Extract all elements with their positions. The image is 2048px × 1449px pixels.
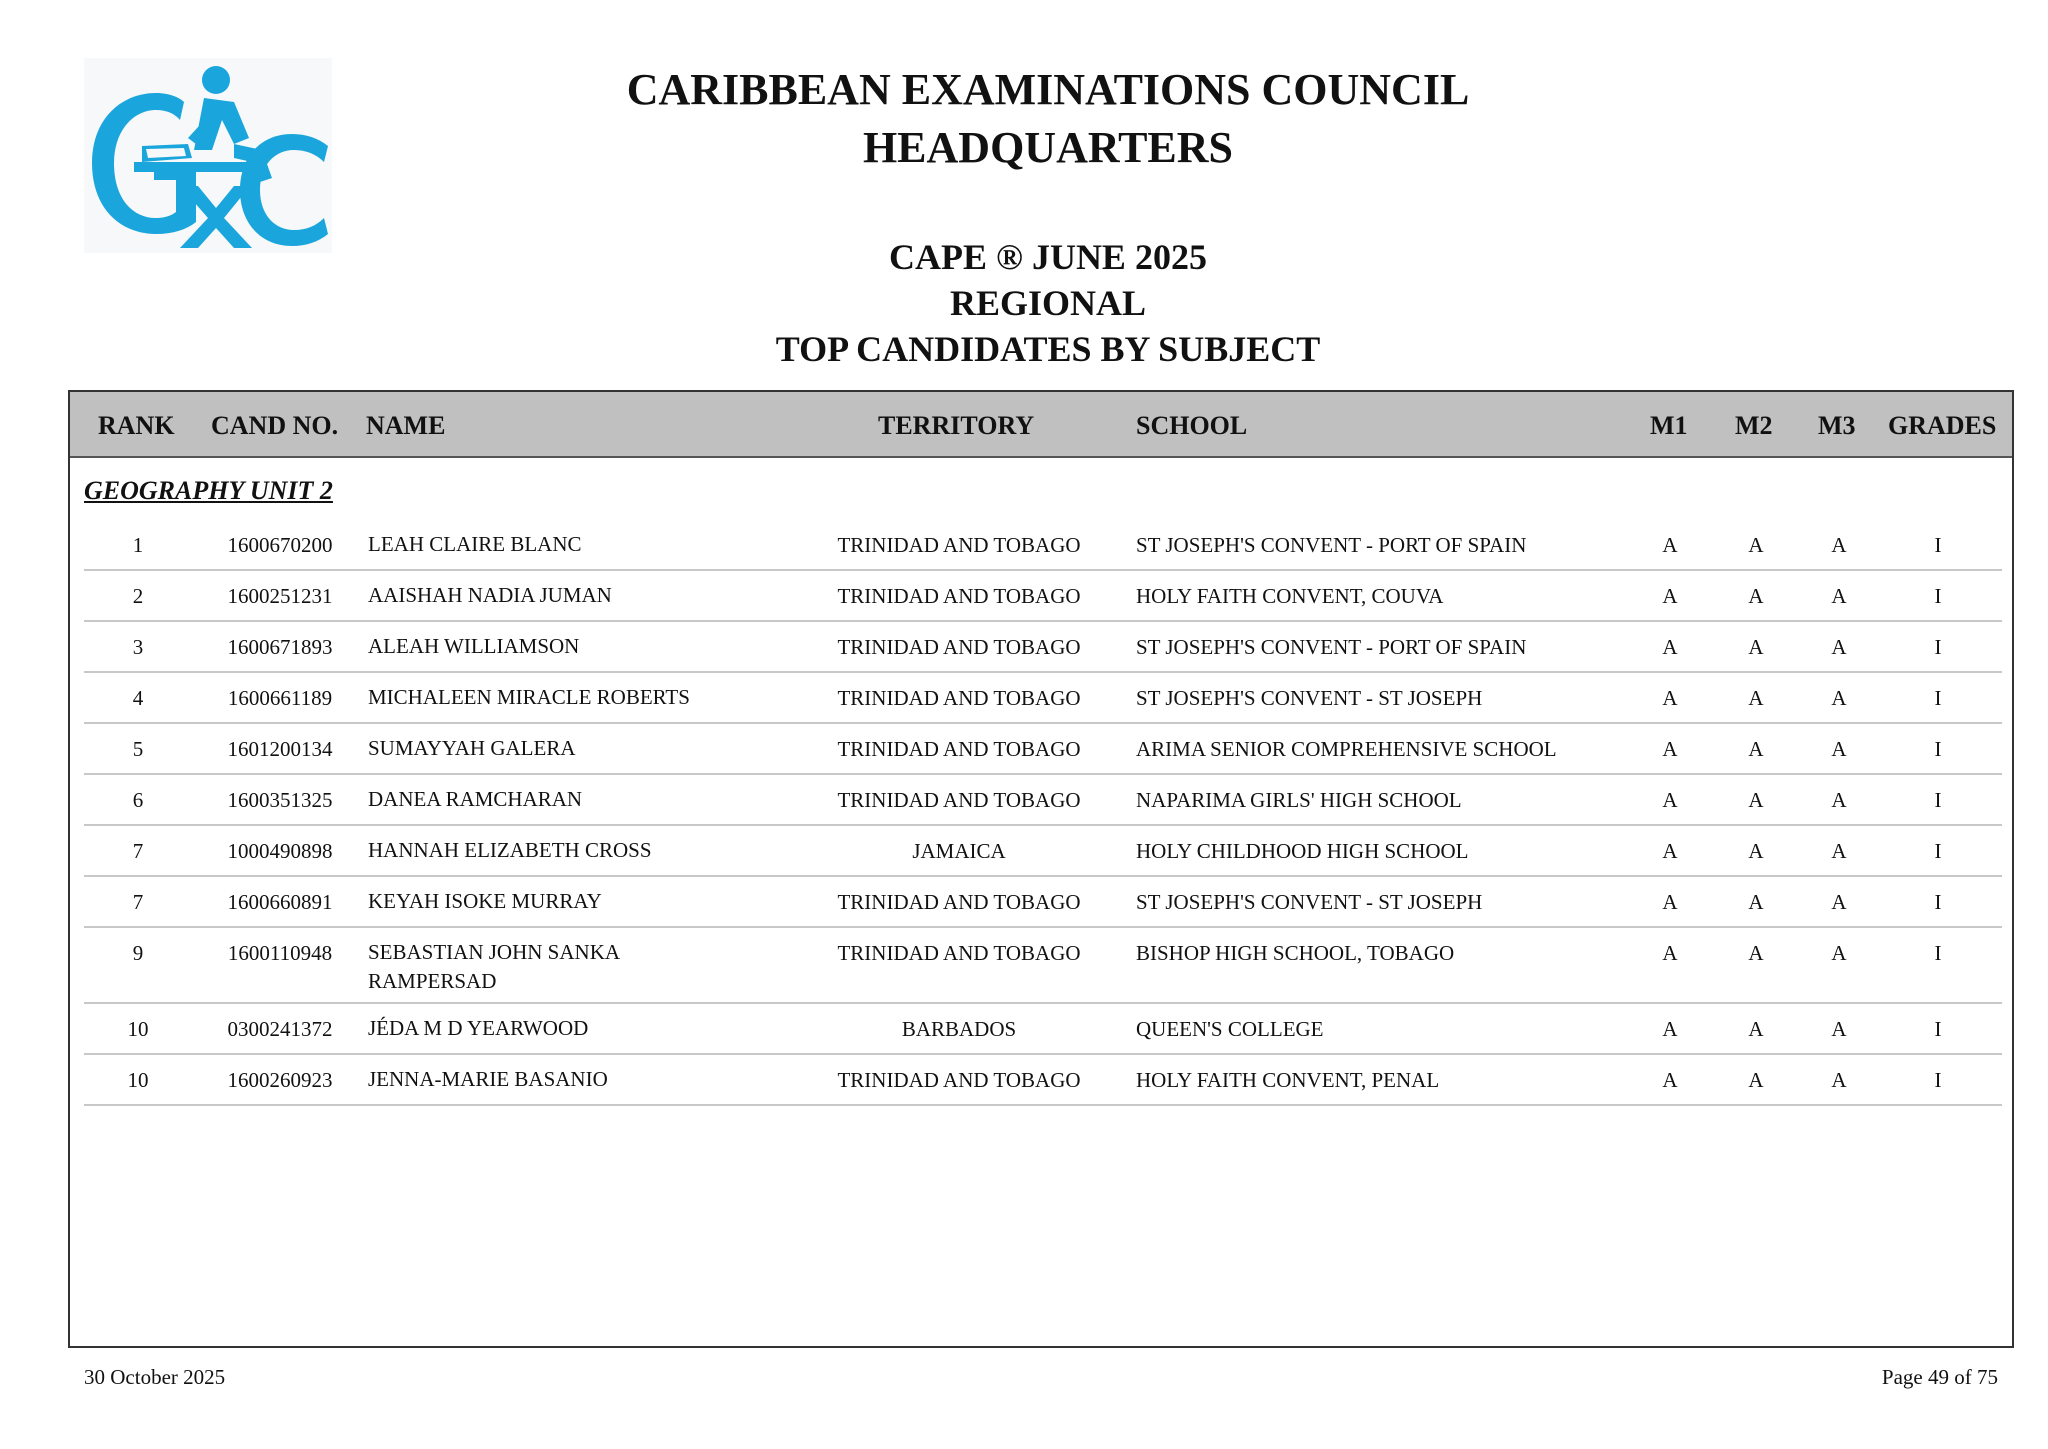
- col-m1: M1: [1650, 411, 1688, 440]
- report-title: TOP CANDIDATES BY SUBJECT: [775, 329, 1321, 369]
- cell-m3: A: [1831, 533, 1847, 557]
- cell-grade: I: [1934, 1068, 1942, 1092]
- cell-m1: A: [1662, 788, 1678, 812]
- footer-page-number: Page 49 of 75: [1881, 1365, 1998, 1389]
- cell-cand-no: 1600670200: [227, 533, 333, 557]
- cell-m2: A: [1748, 788, 1764, 812]
- cell-m1: A: [1662, 737, 1678, 761]
- cell-rank: 7: [132, 890, 144, 914]
- col-m3: M3: [1818, 411, 1856, 440]
- cell-school: ST JOSEPH'S CONVENT - ST JOSEPH: [1136, 890, 1483, 914]
- col-cand-no: CAND NO.: [211, 411, 339, 440]
- cell-m2: A: [1748, 533, 1764, 557]
- cell-rank: 6: [132, 788, 144, 812]
- cell-school: QUEEN'S COLLEGE: [1136, 1017, 1324, 1041]
- cell-cand-no: 1600110948: [227, 941, 333, 965]
- table-row: [84, 1004, 2002, 1055]
- cell-school: ST JOSEPH'S CONVENT - ST JOSEPH: [1136, 686, 1483, 710]
- org-title: CARIBBEAN EXAMINATIONS COUNCIL: [626, 65, 1470, 114]
- cell-cand-no: 1600351325: [227, 788, 333, 812]
- cell-name: AAISHAH NADIA JUMAN: [368, 583, 612, 607]
- cell-m2: A: [1748, 839, 1764, 863]
- cell-grade: I: [1934, 533, 1942, 557]
- cell-rank: 9: [132, 941, 144, 965]
- cell-m3: A: [1831, 788, 1847, 812]
- cell-territory: BARBADOS: [901, 1017, 1017, 1041]
- cell-grade: I: [1934, 584, 1942, 608]
- cell-m1: A: [1662, 839, 1678, 863]
- cell-m1: A: [1662, 1068, 1678, 1092]
- cell-territory: TRINIDAD AND TOBAGO: [837, 686, 1081, 710]
- cell-m2: A: [1748, 941, 1764, 965]
- col-school: SCHOOL: [1136, 411, 1248, 440]
- table-row: [84, 622, 2002, 673]
- table-row: [84, 520, 2002, 571]
- col-territory: TERRITORY: [878, 411, 1035, 440]
- cell-rank: 10: [127, 1017, 149, 1041]
- cell-m3: A: [1831, 737, 1847, 761]
- cell-grade: I: [1934, 839, 1942, 863]
- cell-rank: 4: [132, 686, 144, 710]
- cell-rank: 2: [132, 584, 144, 608]
- cell-cand-no: 1600260923: [227, 1068, 333, 1092]
- col-m2: M2: [1735, 411, 1773, 440]
- cell-rank: 3: [132, 635, 144, 659]
- cell-m2: A: [1748, 890, 1764, 914]
- cell-territory: TRINIDAD AND TOBAGO: [837, 941, 1081, 965]
- cell-cand-no: 1601200134: [227, 737, 333, 761]
- cell-m2: A: [1748, 584, 1764, 608]
- cell-m3: A: [1831, 584, 1847, 608]
- cell-name: JÉDA M D YEARWOOD: [368, 1016, 589, 1040]
- exam-title: CAPE ® JUNE 2025: [889, 237, 1207, 277]
- cell-territory: TRINIDAD AND TOBAGO: [837, 788, 1081, 812]
- cell-territory: TRINIDAD AND TOBAGO: [837, 737, 1081, 761]
- table-row: [84, 1055, 2002, 1106]
- cell-m2: A: [1748, 1017, 1764, 1041]
- scope-title: REGIONAL: [949, 283, 1147, 323]
- cell-m3: A: [1831, 941, 1847, 965]
- cell-grade: I: [1934, 1017, 1942, 1041]
- col-rank: RANK: [98, 411, 175, 440]
- cell-grade: I: [1934, 635, 1942, 659]
- cell-m1: A: [1662, 941, 1678, 965]
- cell-cand-no: 1600661189: [227, 686, 333, 710]
- cell-territory: TRINIDAD AND TOBAGO: [837, 890, 1081, 914]
- cell-name: MICHALEEN MIRACLE ROBERTS: [368, 685, 690, 709]
- cell-cand-no: 1600660891: [227, 890, 333, 914]
- table-header: [70, 392, 2012, 458]
- footer-date: 30 October 2025: [84, 1365, 226, 1389]
- cell-name: DANEA RAMCHARAN: [368, 787, 583, 811]
- cell-grade: I: [1934, 941, 1942, 965]
- cell-school: ST JOSEPH'S CONVENT - PORT OF SPAIN: [1136, 635, 1527, 659]
- section-title: GEOGRAPHY UNIT 2: [84, 476, 333, 505]
- cell-school: BISHOP HIGH SCHOOL, TOBAGO: [1136, 941, 1455, 965]
- cell-name: JENNA-MARIE BASANIO: [368, 1067, 608, 1091]
- cell-m2: A: [1748, 635, 1764, 659]
- cell-m1: A: [1662, 533, 1678, 557]
- cell-cand-no: 1000490898: [227, 839, 333, 863]
- cell-rank: 10: [127, 1068, 149, 1092]
- cell-grade: I: [1934, 890, 1942, 914]
- cell-cand-no: 0300241372: [227, 1017, 333, 1041]
- cell-school: HOLY CHILDHOOD HIGH SCHOOL: [1136, 839, 1469, 863]
- cell-name: SEBASTIAN JOHN SANKA RAMPERSAD: [368, 940, 619, 993]
- cell-school: ARIMA SENIOR COMPREHENSIVE SCHOOL: [1136, 737, 1557, 761]
- cell-m2: A: [1748, 1068, 1764, 1092]
- cell-m3: A: [1831, 890, 1847, 914]
- cell-name: SUMAYYAH GALERA: [368, 736, 576, 760]
- cell-m3: A: [1831, 839, 1847, 863]
- cell-m1: A: [1662, 686, 1678, 710]
- cell-name: LEAH CLAIRE BLANC: [368, 532, 582, 556]
- cell-territory: TRINIDAD AND TOBAGO: [837, 1068, 1081, 1092]
- cell-grade: I: [1934, 686, 1942, 710]
- cell-name: KEYAH ISOKE MURRAY: [368, 889, 602, 913]
- cell-rank: 1: [132, 533, 144, 557]
- table-row: [84, 775, 2002, 826]
- cell-school: ST JOSEPH'S CONVENT - PORT OF SPAIN: [1136, 533, 1527, 557]
- table-row: [84, 724, 2002, 775]
- cell-school: HOLY FAITH CONVENT, PENAL: [1136, 1068, 1440, 1092]
- table-row: [84, 571, 2002, 622]
- cell-m3: A: [1831, 686, 1847, 710]
- cell-m3: A: [1831, 1068, 1847, 1092]
- cell-territory: TRINIDAD AND TOBAGO: [837, 584, 1081, 608]
- cell-m2: A: [1748, 737, 1764, 761]
- cell-cand-no: 1600671893: [227, 635, 333, 659]
- cell-territory: TRINIDAD AND TOBAGO: [837, 533, 1081, 557]
- col-name: NAME: [366, 411, 446, 440]
- col-grades: GRADES: [1888, 411, 1997, 440]
- cell-m3: A: [1831, 1017, 1847, 1041]
- cell-m1: A: [1662, 1017, 1678, 1041]
- cell-m1: A: [1662, 635, 1678, 659]
- cell-rank: 7: [132, 839, 144, 863]
- cell-m3: A: [1831, 635, 1847, 659]
- org-subtitle: HEADQUARTERS: [862, 123, 1234, 172]
- cell-cand-no: 1600251231: [227, 584, 333, 608]
- cell-school: HOLY FAITH CONVENT, COUVA: [1136, 584, 1444, 608]
- cell-territory: TRINIDAD AND TOBAGO: [837, 635, 1081, 659]
- results-table: [68, 390, 2014, 1348]
- cell-m1: A: [1662, 584, 1678, 608]
- table-row: [84, 877, 2002, 928]
- cell-name: HANNAH ELIZABETH CROSS: [368, 838, 652, 862]
- cell-grade: I: [1934, 737, 1942, 761]
- table-body: [84, 520, 2002, 1106]
- table-row: [84, 673, 2002, 724]
- cell-grade: I: [1934, 788, 1942, 812]
- cell-m2: A: [1748, 686, 1764, 710]
- cell-m1: A: [1662, 890, 1678, 914]
- table-row: [84, 928, 2002, 1004]
- cell-school: NAPARIMA GIRLS' HIGH SCHOOL: [1136, 788, 1462, 812]
- cell-territory: JAMAICA: [912, 839, 1006, 863]
- cell-name: ALEAH WILLIAMSON: [368, 634, 580, 658]
- table-row: [84, 826, 2002, 877]
- cell-rank: 5: [132, 737, 144, 761]
